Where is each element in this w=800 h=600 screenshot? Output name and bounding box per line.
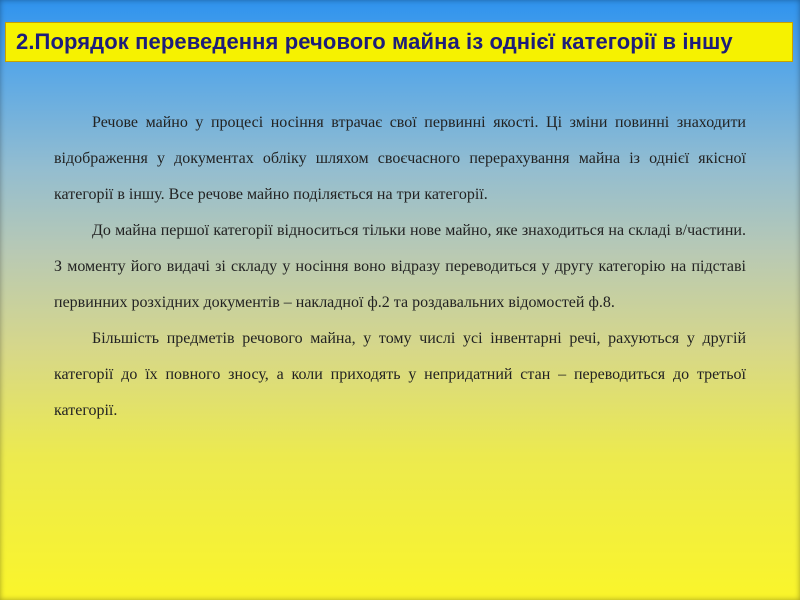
paragraph-3: Більшість предметів речового майна, у тому числі усі інвентарні речі, рахуються у другій категорії до їх повного зносу, а коли приходять у непридатний стан – переводиться до третьої категорії. [54,330,746,419]
title-banner [5,22,793,62]
paragraph-2: До майна першої категорії відноситься тільки нове майно, яке знаходиться на складі в/частини. З моменту його видачі зі складу у носіння воно відразу переводиться у другу категорію на підставі первинних розхідних документів – накладної ф.2 та роздавальних відомостей ф.8. [54,222,746,311]
paragraph-1: Речове майно у процесі носіння втрачає свої первинні якості. Ці зміни повинні знаходити відображення у документах обліку шляхом своєчасного перерахування майна із однієї якісної категорії в іншу. Все речове майно поділяється на три категорії. [54,114,746,203]
slide-body [54,105,746,429]
slide-title: 2.Порядок переведення речового майна із однієї категорії в іншу [16,29,733,54]
